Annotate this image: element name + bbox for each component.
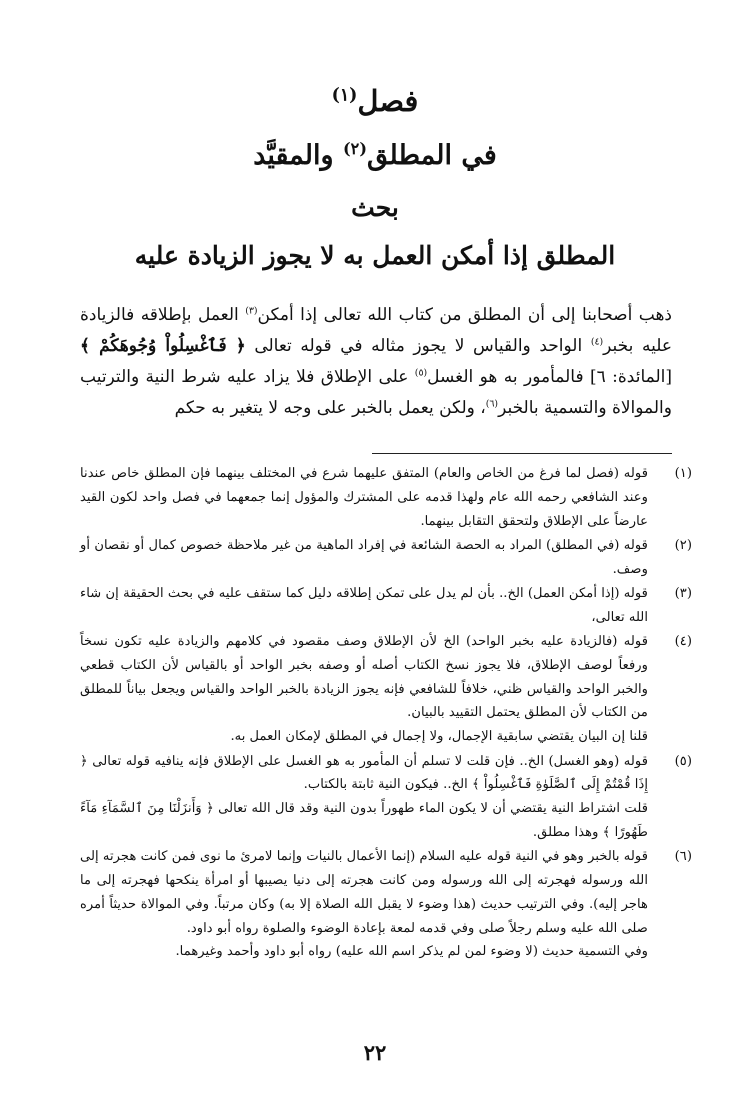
footnote-paragraph: قوله (فصل لما فرغ من الخاص والعام) المتفق عليهما شرع في المختلف بينهما فإن المطلق خاص عندنا وعند الشافعي رحمه الله عام ولهذا قدمه على المشترك والمؤول إنما جمعهما في فصل واحد لكون القيد عارضاً على الإطلاق ولتحقق التقابل بينهما. [80,466,648,529]
chapter-title [60,80,690,122]
footnote-text [80,534,648,582]
footnote-paragraph: قوله (إذا أمكن العمل) الخ.. بأن لم يدل على تمكن إطلاقه دليل كما ستقف عليه في بحث الحقيقة إن شاء الله تعالى، [80,585,648,625]
footnote-ref-1: (١) [331,85,358,106]
chapter-title-text: فصل [357,84,419,118]
footnote-number: (٦) [674,849,692,865]
footnote-number: (٢) [674,537,692,553]
footnote-ref-6: (٦) [485,398,499,410]
footnote-text [80,750,648,845]
body-text-5: على الإطلاق فلا يزاد عليه شرط النية والترتيب والموالاة والتسمية بالخبر [80,367,672,418]
footnote-item [80,534,692,582]
footnote-number: (٥) [674,753,692,769]
footnote-paragraph: قوله (في المطلق) المراد به الحصة الشائعة في إفراد الماهية من غير ملاحظة خصوص كمال أو نقصان أو وصف. [80,537,648,577]
footnote-text [80,582,648,630]
section-topic: المطلق إذا أمكن العمل به لا يجوز الزيادة عليه [134,241,616,270]
subtitle-part-1: في المطلق [367,140,497,171]
footnote-ref-3: (٣) [245,305,258,317]
footnote-item [80,750,692,845]
footnote-paragraph: وفي التسمية حديث (لا وضوء لمن لم يذكر اسم الله عليه) رواه أبو داود وأحمد وغيرهما. [175,944,648,960]
footnote-paragraph: قوله بالخبر وهو في النية قوله عليه السلام (إنما الأعمال بالنيات وإنما لامرئ ما نوى فمن كانت هجرته إلى الله ورسوله فهجرته إلى الله ورسوله ومن كانت هجرته إلى دنيا يصيبها أو امرأة ينكحها فهجرته إلى ما هاجر إليه). وفي الترتيب حديث (هذا وضوء لا يقبل الله الصلاة إلا به) وكان مرتباً. وفي الموالاة حديثاً أمره صلى الله عليه وسلم رجلاً صلى وفي قدمه لمعة بإعادة الوضوء والصلوة رواه أبو داود. [80,849,648,936]
subtitle-part-2: والمقيَّد [253,140,334,171]
footnote-ref-2: (٢) [342,139,368,158]
footnote-item [80,582,692,630]
body-text-6: ، ولكن يعمل بالخبر على وجه لا يتغير به حكم [174,398,486,418]
section-label: بحث [351,193,399,222]
footnote-paragraph: قوله (وهو الغسل) الخ.. فإن قلت لا تسلم أن المأمور به هو الغسل على الإطلاق فإنه ينافيه قوله تعالى ﴿ إِذَا قُمْتُمْ إِلَى ٱلصَّلَوٰةِ فَٱغْسِلُواْ ﴾ الخ.. فيكون النية ثابتة بالكتاب. [80,753,648,793]
footnotes [80,462,692,965]
footnote-text [80,845,648,964]
body-text-2: العمل بإطلاقه فالزيادة عليه بخبر [80,305,673,356]
body-text-4: [المائدة: ٦] فالمأمور به هو الغسل [427,367,672,387]
footnote-text [80,462,648,533]
footnote-divider [372,453,672,454]
footnote-paragraph: قلنا إن البيان يقتضي سابقية الإجمال، ولا إجمال في المطلق لإمكان العمل به. [230,729,648,745]
quran-quote: ﴿ فَٱغْسِلُواْ وُجُوهَكُمْ ﴾ [80,336,246,356]
chapter-subtitle [60,134,690,178]
footnote-number: (٤) [674,634,692,650]
footnote-paragraph: قلت اشتراط النية يقتضي أن لا يكون الماء طهوراً بدون النية وقد قال الله تعالى ﴿ وَأَنزَلْنَا مِنَ ٱلسَّمَآءِ مَآءً طَهُورًا ﴾ وهذا مطلق. [80,801,648,840]
footnote-item [80,462,692,533]
footnote-item [80,630,692,749]
body-paragraph [80,300,672,424]
footnote-number: (١) [674,466,692,481]
footnote-text [80,630,648,749]
heading-block [60,80,690,276]
footnote-ref-5: (٥) [414,367,428,379]
footnote-number: (٣) [674,585,692,601]
footnote-item [80,845,692,964]
body-text-1: ذهب أصحابنا إلى أن المطلق من كتاب الله تعالى إذا أمكن [257,305,672,325]
page-number: ٢٢ [363,1040,387,1065]
footnote-paragraph: قوله (فالزيادة عليه بخبر الواحد) الخ لأن الإطلاق وصف مقصود في كلامهم والزيادة عليه تكون نسخاً ورفعاً لوصف الإطلاق، فلا يجوز نسخ الكتاب أصله أو وصفه بخبر الواحد أو بالقياس لأن الكتاب قطعي والخبر الواحد والقياس ظني، خلافاً للشافعي فإنه يجوز الزيادة بالخبر الواحد والقياس ويجعل بياناً للمطلق من الكتاب لأن المطلق يحتمل التقييد بالبيان. [80,634,648,721]
footnote-ref-4: (٤) [590,336,604,348]
body-text-3: الواحد والقياس لا يجوز مثاله في قوله تعالى [245,336,591,356]
